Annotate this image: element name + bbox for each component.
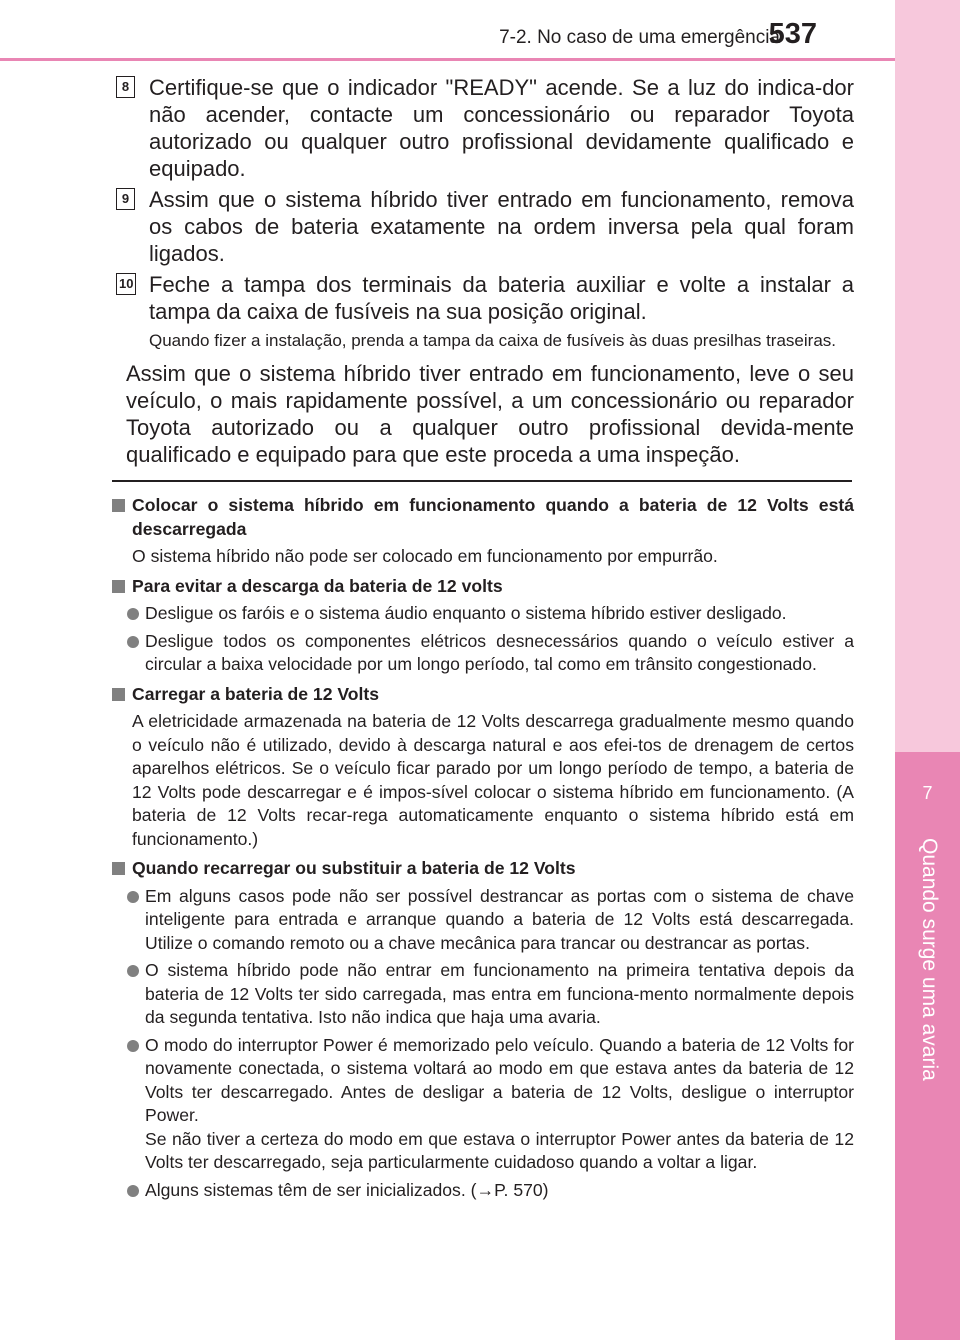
list-item-text: O sistema híbrido pode não entrar em funcionamento na primeira tentativa depois da bateria de 12 Volts ter sido carregada, mas entra em funciona-mento normalmente depois da segunda tentativa. Isto não indica que haja uma avaria. <box>145 960 854 1027</box>
note-heading <box>112 683 854 707</box>
note-block-jump-start <box>112 494 854 569</box>
note-text: A eletricidade armazenada na bateria de 12 Volts descarrega gradualmente mesmo quando o veículo não é utilizado, devido à descarga natural e aos efei-tos de drenagem de certos aparelhos elétricos. Se o veículo ficar parado por um longo período de tempo, a bateria de 12 Volts pode descarregar e é impos-sível colocar o sistema híbrido em funcionamento. (A bateria de 12 Volts recar-rega automaticamente enquanto o sistema híbrido está em funcionamento.) <box>132 711 854 849</box>
chapter-label: Quando surge uma avaria <box>918 838 941 1081</box>
list-item <box>112 602 854 626</box>
circle-bullet-icon <box>127 1040 139 1052</box>
list-item-text: Desligue os faróis e o sistema áudio enquanto o sistema híbrido estiver desligado. <box>145 603 787 623</box>
step-number-badge: 8 <box>116 76 135 98</box>
note-block-prevent-discharge <box>112 575 854 677</box>
note-heading-text: Quando recarregar ou substituir a bateria de 12 Volts <box>132 858 576 878</box>
page-header <box>0 0 895 60</box>
list-item <box>112 1179 854 1203</box>
circle-bullet-icon <box>127 636 139 648</box>
step-text: Certifique-se que o indicador "READY" acende. Se a luz do indica-dor não acender, contacte um concessionário ou reparador Toyota autorizado ou qualquer outro profissional devidamente qualificado e equipado. <box>149 75 854 181</box>
step-number-badge: 10 <box>116 273 136 295</box>
circle-bullet-icon <box>127 965 139 977</box>
list-item <box>112 630 854 677</box>
list-item <box>112 1034 854 1175</box>
step-text: Feche a tampa dos terminais da bateria auxiliar e volte a instalar a tampa da caixa de fusíveis na sua posição original. <box>149 272 854 324</box>
note-heading <box>112 857 854 881</box>
list-item-text-continued: Se não tiver a certeza do modo em que estava o interruptor Power antes da bateria de 12 Volts ter descarregado, seja particularmente cuidadoso quando a voltar a ligar. <box>145 1128 854 1172</box>
chapter-number: 7 <box>922 783 933 803</box>
square-bullet-icon <box>112 688 125 701</box>
section-title: 7-2. No caso de uma emergência <box>499 27 780 48</box>
notes-section <box>112 494 854 1202</box>
note-heading <box>112 575 854 599</box>
list-item-text: Em alguns casos pode não ser possível destrancar as portas com o sistema de chave inteligente para entrada e arranque quando a bateria de 12 Volts está descarregada. Utilize o comando remoto ou a chave mecânica para trancar ou destrancar as portas. <box>145 885 854 953</box>
note-heading-text: Para evitar a descarga da bateria de 12 volts <box>132 575 503 596</box>
note-block-recharge-replace <box>112 857 854 1202</box>
list-item-text: Alguns sistemas têm de ser inicializados. (→P. 570) <box>145 1179 549 1200</box>
square-bullet-icon <box>112 862 125 875</box>
page-number: 537 <box>768 18 817 50</box>
section-divider <box>112 480 852 482</box>
main-content <box>112 74 854 1208</box>
square-bullet-icon <box>112 580 125 593</box>
note-heading <box>112 494 854 541</box>
step-8 <box>112 74 854 182</box>
square-bullet-icon <box>112 499 125 512</box>
list-item <box>112 885 854 956</box>
header-rule <box>0 58 895 61</box>
closing-paragraph: Assim que o sistema híbrido tiver entrado em funcionamento, leve o seu veículo, o mais rapidamente possível, a um concessionário ou reparador Toyota autorizado ou a qualquer outro profissional devida-mente qualificado e equipado para que este proceda a uma inspeção. <box>126 361 854 467</box>
step-text: Assim que o sistema híbrido tiver entrado em funcionamento, remova os cabos de bateria exatamente na ordem inversa pela qual foram ligados. <box>149 187 854 266</box>
step-10-note: Quando fizer a instalação, prenda a tampa da caixa de fusíveis às duas presilhas traseiras. <box>149 331 836 350</box>
step-10 <box>112 271 854 325</box>
step-9 <box>112 186 854 267</box>
list-item <box>112 959 854 1030</box>
circle-bullet-icon <box>127 1185 139 1197</box>
circle-bullet-icon <box>127 891 139 903</box>
list-item-text: O modo do interruptor Power é memorizado pelo veículo. Quando a bateria de 12 Volts for novamente conectada, o sistema voltará ao modo em que estava antes da bateria de 12 Volts ter descarregado. Antes de desligar a bateria de 12 Volts, desligue o interruptor Power. <box>145 1034 854 1125</box>
note-block-charging <box>112 683 854 852</box>
step-number-badge: 9 <box>116 188 135 210</box>
list-item-text: Desligue todos os componentes elétricos desnecessários quando o veículo estiver a circular a baixa velocidade por um longo período, tal como em trânsito congestionado. <box>145 630 854 674</box>
note-heading-text: Carregar a bateria de 12 Volts <box>132 683 380 704</box>
note-text: O sistema híbrido não pode ser colocado em funcionamento por empurrão. <box>132 546 718 566</box>
note-heading-text: Colocar o sistema híbrido em funcionamento quando a bateria de 12 Volts está descarregada <box>132 495 854 539</box>
circle-bullet-icon <box>127 608 139 620</box>
